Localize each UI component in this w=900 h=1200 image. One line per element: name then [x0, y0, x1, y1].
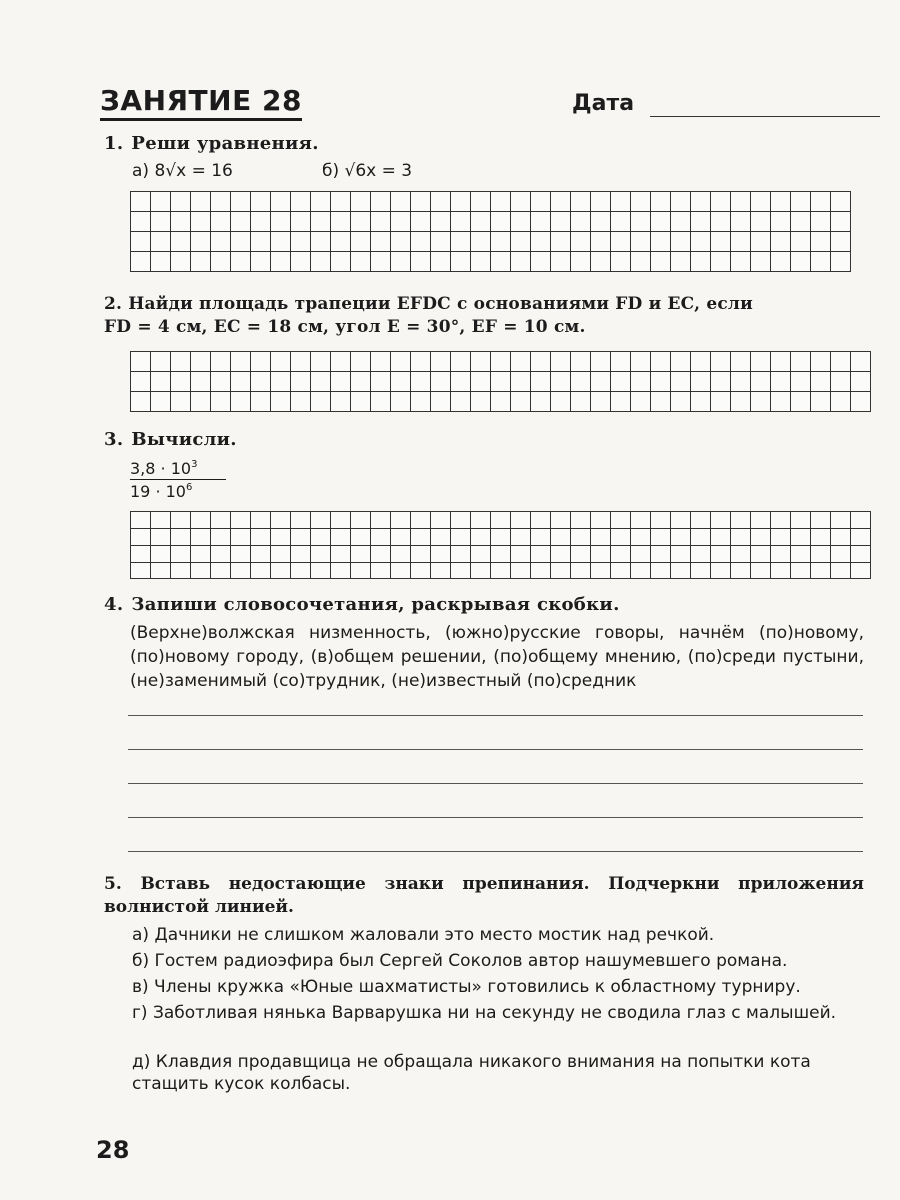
task-2-answer-grid[interactable] — [130, 351, 871, 412]
answer-line-4[interactable] — [128, 817, 863, 818]
task-1-part-a: а) 8√x = 16 — [132, 161, 233, 181]
task-3-number: 3. — [104, 429, 124, 450]
task-2-number: 2. — [104, 294, 123, 314]
fraction-denominator: $19 \cdot 10^6$ — [130, 482, 193, 501]
task-1-title — [104, 133, 319, 154]
fraction-numerator: $3,8 \cdot 10^3$ — [130, 459, 226, 480]
task-1-number: 1. — [104, 133, 124, 154]
task-5-sentence-a: а) Дачники не слишком жаловали это место мостик над речкой. — [132, 925, 715, 945]
date-label: Дата — [572, 91, 635, 116]
task-5-number: 5. — [104, 874, 122, 894]
task-3-title — [104, 429, 237, 450]
answer-line-3[interactable] — [128, 783, 863, 784]
task-5-sentence-b: б) Гостем радиоэфира был Сергей Соколов автор нашумевшего романа. — [132, 951, 788, 971]
task-5-title-text: Вставь недостающие знаки препинания. Подчеркни приложения волнистой линией. — [104, 874, 864, 917]
answer-line-2[interactable] — [128, 749, 863, 750]
task-2-text — [104, 293, 864, 339]
task-2-line-1: Найди площадь трапеции EFDC с основаниями FD и EC, если — [128, 294, 753, 314]
task-3-answer-grid[interactable] — [130, 511, 871, 579]
lesson-title: ЗАНЯТИЕ 28 — [100, 86, 302, 121]
task-5-sentence-d: г) Заботливая нянька Варварушка ни на секунду не сводила глаз с малышей. — [132, 1003, 837, 1023]
task-1-title-text: Реши уравнения. — [131, 133, 319, 154]
task-5-sentence-c: в) Члены кружка «Юные шахматисты» готовились к областному турниру. — [132, 977, 801, 997]
page-header — [100, 86, 880, 126]
task-1-answer-grid[interactable] — [130, 191, 851, 272]
date-blank-line[interactable] — [650, 116, 880, 117]
task-2-line-2: FD = 4 см, EC = 18 см, угол E = 30°, EF = 10 см. — [104, 317, 586, 337]
task-1-part-b: б) √6x = 3 — [322, 161, 413, 181]
task-4-phrases: (Верхне)волжская низменность, (южно)русские говоры, начнём (по)новому, (по)новому городу, (в)общем решении, (по)общему мнению, (по)среди пустыни, (не)заменимый (со)трудник, (не)известный (по)средник — [130, 623, 864, 691]
page-number: 28 — [96, 1136, 130, 1164]
task-4-title — [104, 594, 620, 615]
task-5-title — [104, 873, 864, 919]
task-3-title-text: Вычисли. — [131, 429, 237, 450]
task-3-fraction — [130, 459, 226, 501]
task-5-sentence-e: д) Клавдия продавщица не обращала никакого внимания на попытки кота стащить кусок колбасы. — [132, 1052, 811, 1094]
task-4-title-text: Запиши словосочетания, раскрывая скобки. — [131, 594, 620, 615]
task-4-number: 4. — [104, 594, 124, 615]
answer-line-1[interactable] — [128, 715, 863, 716]
answer-line-5[interactable] — [128, 851, 863, 852]
